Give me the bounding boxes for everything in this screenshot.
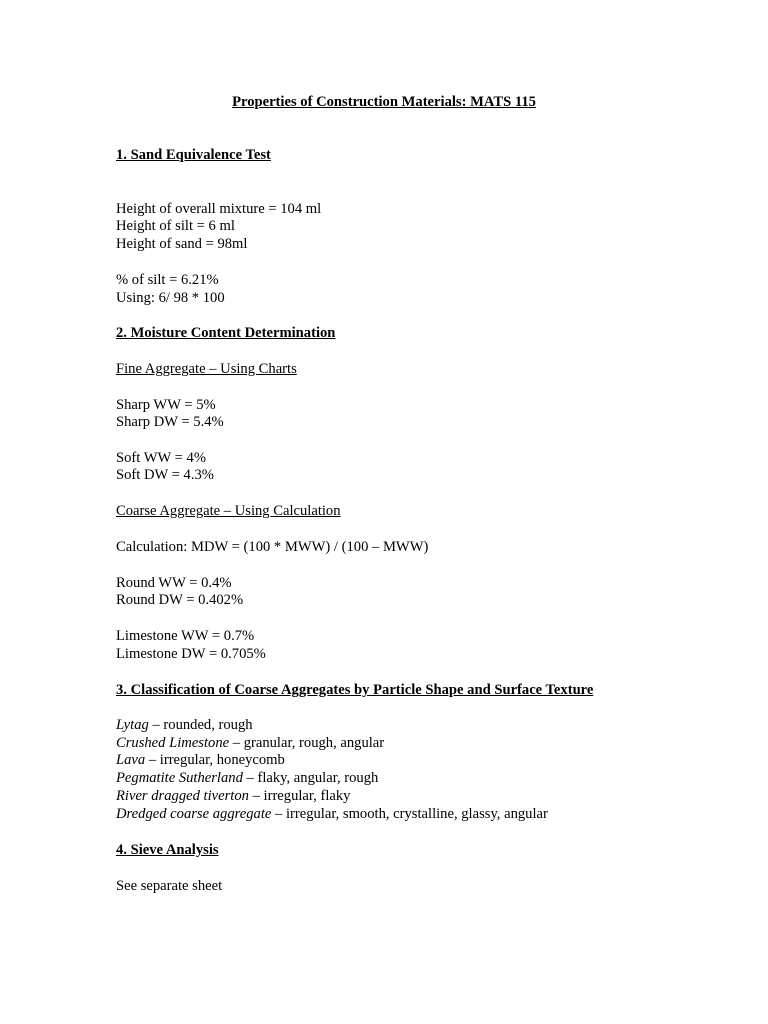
text-line: Round DW = 0.402% <box>116 592 244 608</box>
aggregate-name: River dragged tiverton <box>116 788 249 804</box>
text-line: Height of silt = 6 ml <box>116 218 235 234</box>
aggregate-description: – irregular, smooth, crystalline, glassy, angular <box>271 806 548 822</box>
aggregate-name: Lytag <box>116 717 149 733</box>
text-line: Soft WW = 4% <box>116 450 206 466</box>
text-line: Sharp WW = 5% <box>116 397 216 413</box>
text-line: Height of sand = 98ml <box>116 236 248 252</box>
list-item <box>116 735 384 752</box>
aggregate-description: – granular, rough, angular <box>229 735 385 751</box>
aggregate-name: Crushed Limestone <box>116 735 230 751</box>
aggregate-description: – irregular, flaky <box>248 788 351 804</box>
list-item <box>116 788 350 805</box>
section-heading-sieve-analysis: 4. Sieve Analysis <box>116 842 219 858</box>
calculation-formula: Calculation: MDW = (100 * MWW) / (100 – MWW) <box>116 539 429 555</box>
list-item <box>116 770 378 787</box>
list-item <box>116 752 285 769</box>
text-line: Soft DW = 4.3% <box>116 467 214 483</box>
aggregate-name: Lava <box>116 752 146 768</box>
list-item <box>116 717 253 734</box>
text-line: Limestone DW = 0.705% <box>116 646 266 662</box>
text-line: Round WW = 0.4% <box>116 575 232 591</box>
text-line: Limestone WW = 0.7% <box>116 628 255 644</box>
text-line: Height of overall mixture = 104 ml <box>116 201 322 217</box>
section-heading-moisture-content: 2. Moisture Content Determination <box>116 325 336 341</box>
subheading-coarse-aggregate: Coarse Aggregate – Using Calculation <box>116 503 341 519</box>
list-item <box>116 806 548 823</box>
aggregate-name: Pegmatite Sutherland <box>116 770 243 786</box>
section-heading-classification: 3. Classification of Coarse Aggregates by Particle Shape and Surface Texture <box>116 682 594 698</box>
text-line: Sharp DW = 5.4% <box>116 414 224 430</box>
document-title: Properties of Construction Materials: MATS 115 <box>232 94 536 110</box>
aggregate-description: – rounded, rough <box>148 717 253 733</box>
text-line: Using: 6/ 98 * 100 <box>116 290 225 306</box>
text-line: See separate sheet <box>116 878 223 894</box>
aggregate-description: – flaky, angular, rough <box>242 770 379 786</box>
subheading-fine-aggregate: Fine Aggregate – Using Charts <box>116 361 297 377</box>
section-heading-sand-equivalence: 1. Sand Equivalence Test <box>116 147 271 163</box>
aggregate-description: – irregular, honeycomb <box>145 752 285 768</box>
aggregate-name: Dredged coarse aggregate <box>116 806 272 822</box>
text-line: % of silt = 6.21% <box>116 272 219 288</box>
